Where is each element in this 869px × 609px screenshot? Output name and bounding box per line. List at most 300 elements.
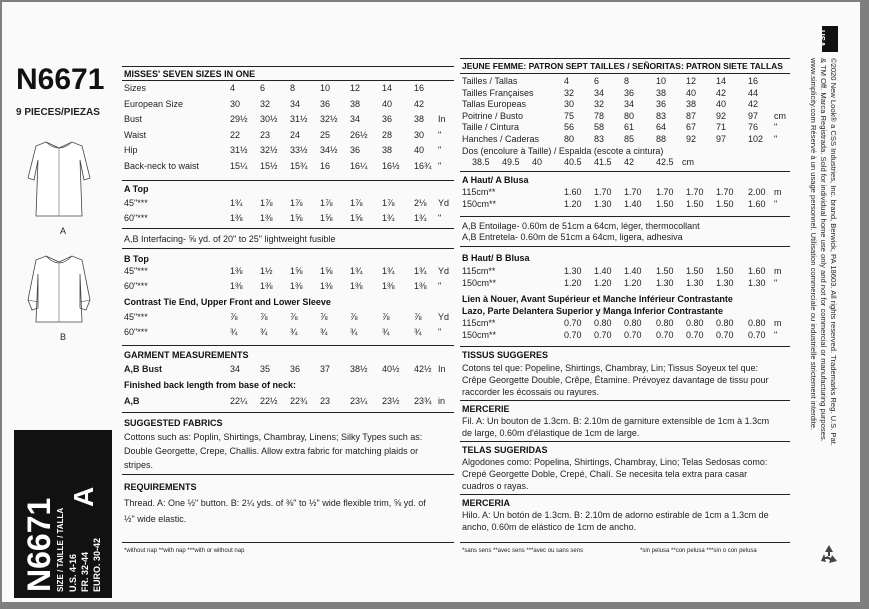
- table-cell: 38: [382, 145, 393, 155]
- table-cell: 16½: [382, 160, 400, 171]
- table-cell: 34: [624, 99, 635, 109]
- row-label: 115cm**: [462, 318, 496, 328]
- unit-label: ": [774, 199, 778, 209]
- table-cell: 15½: [260, 160, 278, 171]
- table-cell: 41.5: [594, 157, 612, 167]
- table-cell: 22½: [260, 396, 278, 406]
- table-row: [460, 122, 790, 132]
- table-cell: 1⅝: [320, 266, 333, 276]
- tissus-line1: Cotons tel que: Popeline, Shirtings, Chambray, Lin; Tissus Soyeux tel que:: [462, 363, 758, 373]
- contrast-heading: Contrast Tie End, Upper Front and Lower Sleeve: [124, 297, 331, 307]
- table-cell: 1.30: [564, 266, 582, 276]
- view-b-illustration: [24, 252, 94, 328]
- merceria-heading: MERCERIA: [462, 498, 511, 508]
- dos-row: [460, 157, 790, 169]
- row-label: 150cm**: [462, 199, 497, 209]
- table-cell: ⅞: [382, 312, 390, 322]
- table-cell: 33½: [290, 145, 308, 155]
- table-cell: 67: [686, 122, 697, 132]
- table-cell: 1.30: [748, 278, 766, 288]
- table-cell: 0.70: [624, 330, 642, 340]
- table-cell: 38: [686, 99, 697, 109]
- table-row: [122, 99, 454, 109]
- table-cell: 1⅜: [230, 266, 243, 276]
- b-haut-rows: [460, 266, 790, 292]
- table-row: [122, 327, 454, 337]
- table-cell: 23½: [382, 396, 400, 406]
- table-cell: 40: [414, 145, 425, 155]
- telas-heading: TELAS SUGERIDAS: [462, 445, 548, 455]
- table-cell: ¾: [414, 327, 422, 337]
- table-row: [122, 213, 454, 223]
- table-cell: 34: [290, 98, 301, 109]
- table-cell: ¾: [350, 327, 358, 337]
- table-cell: 15¼: [230, 160, 248, 171]
- table-row: [122, 83, 454, 93]
- unit-label: ": [438, 213, 442, 223]
- table-cell: ⅞: [290, 312, 298, 322]
- merceria-line2: ancho, 0.60m de elástico de 1cm de ancho.: [462, 522, 637, 532]
- row-label: 60"***: [124, 327, 148, 337]
- table-row: [122, 364, 454, 374]
- table-cell: 1.20: [564, 199, 582, 209]
- row-label: 60"***: [124, 281, 148, 291]
- table-cell: 80: [564, 133, 575, 144]
- table-cell: ⅞: [320, 312, 328, 322]
- table-cell: 23¼: [350, 396, 368, 406]
- table-cell: 1.20: [594, 278, 612, 288]
- table-cell: 14: [716, 76, 727, 86]
- size-tag-number: N6671: [21, 497, 57, 592]
- row-label: 150cm**: [462, 330, 497, 340]
- table-cell: ⅞: [230, 312, 238, 322]
- table-cell: 76: [748, 122, 759, 132]
- view-a-label: A: [60, 226, 67, 236]
- table-cell: 0.70: [686, 330, 704, 340]
- row-label: 45"***: [124, 312, 148, 322]
- table-cell: 83: [656, 110, 667, 121]
- table-cell: 1.50: [716, 266, 734, 276]
- misses-footnote: *without nap **with nap ***with or without nap: [124, 548, 245, 554]
- table-row: [460, 99, 790, 109]
- table-cell: 97: [748, 110, 759, 121]
- table-cell: 0.80: [624, 318, 642, 328]
- dos-label: Dos (encolure à Taille) / Espalda (escote a cintura): [462, 146, 664, 156]
- table-cell: 40.5: [564, 157, 582, 167]
- telas-line2: Crepé Georgette Doble, Crepé, Chalí. Se necesita tela extra para casar: [462, 469, 748, 479]
- table-cell: 1⅜: [290, 281, 303, 291]
- suggested-fabrics-line2: Double Georgette, Crepe, Challis. Allow extra fabric for matching plaids or: [124, 446, 419, 456]
- unit-label: ": [774, 133, 778, 144]
- table-cell: 1⅝: [290, 266, 303, 276]
- table-row: [460, 76, 790, 86]
- jeune-footnote-fr: *sans sens **avec sens ***avec ou sans sens: [462, 548, 584, 554]
- table-cell: 8: [290, 83, 296, 93]
- table-cell: 1.70: [716, 187, 734, 197]
- usa-logo-text: USA: [817, 30, 826, 47]
- table-cell: 1.30: [656, 278, 674, 288]
- telas-line1: Algodones como: Popelina, Shirtings, Chambray, Lino; Telas Sedosas como:: [462, 457, 768, 467]
- table-cell: 32½: [260, 145, 278, 155]
- table-row: [460, 111, 790, 121]
- table-cell: 2.00: [748, 187, 766, 197]
- table-cell: 38: [350, 98, 361, 109]
- table-cell: 0.80: [716, 318, 734, 328]
- row-label: 45"***: [124, 266, 148, 276]
- unit-label: in: [438, 396, 446, 406]
- size-tag-euro-label: EURO.: [92, 563, 102, 592]
- table-cell: 0.80: [748, 318, 766, 328]
- misses-size-rows: [122, 83, 454, 171]
- table-cell: 1.40: [624, 199, 642, 209]
- copyright-line1: ©2020 New Look® a CSS Industries, Inc. brand, Berwick, PA 18603. All rights reserved. Trademarks Reg. U.S. Pat.: [829, 58, 838, 446]
- row-label: Hanches / Caderas: [462, 133, 540, 144]
- unit-label: ": [438, 129, 442, 140]
- finished-length-row: [122, 396, 454, 408]
- entoilage-fr: A,B Entoilage- 0.60m de 51cm a 64cm, léger, thermocollant: [462, 221, 700, 231]
- table-cell: 4: [230, 83, 236, 93]
- a-haut-heading: A Haut/ A Blusa: [462, 175, 529, 185]
- table-cell: 26½: [350, 129, 368, 140]
- table-cell: 80: [624, 110, 635, 121]
- size-tag-size: SIZE / TAILLE / TALLA: [56, 507, 65, 592]
- table-cell: 1⅞: [290, 198, 303, 208]
- unit-label: In: [438, 364, 446, 374]
- pieces-count: 9 PIECES/PIEZAS: [16, 107, 100, 118]
- table-cell: ⅞: [414, 312, 422, 322]
- table-cell: 38½: [350, 364, 368, 374]
- table-cell: 1.60: [748, 199, 766, 209]
- row-label: Taille / Cintura: [462, 122, 520, 132]
- table-cell: 16: [748, 76, 759, 86]
- unit-label: cm: [774, 110, 786, 121]
- table-cell: 56: [564, 122, 575, 132]
- table-cell: 0.70: [564, 330, 582, 340]
- table-cell: 1¾: [414, 213, 427, 223]
- table-cell: 36: [290, 364, 301, 374]
- row-label: Tallas Europeas: [462, 99, 527, 109]
- unit-label: ": [438, 281, 442, 291]
- lien-heading-es: Lazo, Parte Delantera Superior y Manga Inferior Contrastante: [462, 306, 724, 316]
- table-row: [460, 266, 790, 276]
- row-label: Back-neck to waist: [124, 160, 200, 171]
- table-row: [122, 114, 454, 124]
- table-row: [122, 396, 454, 406]
- table-cell: 1⅜: [350, 281, 363, 291]
- b-top-rows: [122, 266, 454, 292]
- table-cell: 1.50: [656, 199, 674, 209]
- row-label: Tailles Françaises: [462, 87, 534, 98]
- table-cell: 12: [686, 76, 697, 86]
- table-cell: 0.80: [656, 318, 674, 328]
- unit-label: ": [438, 160, 442, 171]
- table-cell: 23¾: [414, 396, 432, 406]
- row-label: A,B Bust: [124, 364, 162, 374]
- table-cell: 92: [716, 110, 727, 121]
- table-cell: 23: [260, 129, 271, 140]
- table-cell: 38: [656, 87, 667, 98]
- table-cell: 1¾: [230, 198, 243, 208]
- table-row: [460, 88, 790, 98]
- a-top-rows: [122, 198, 454, 224]
- recycle-icon: [816, 542, 842, 568]
- table-cell: 28: [382, 129, 393, 140]
- unit-label: ": [438, 327, 442, 337]
- size-tag-fr: [80, 552, 90, 592]
- table-cell: 32: [594, 99, 605, 109]
- table-cell: 40: [532, 157, 543, 167]
- table-row: [122, 198, 454, 208]
- table-cell: 71: [716, 122, 727, 132]
- table-cell: 32½: [320, 114, 338, 124]
- table-cell: 38.5: [472, 157, 490, 167]
- table-cell: 34: [230, 364, 241, 374]
- merceria-line1: Hilo. A: Un botón de 1.3cm. B: 2.10m de adorno estirable de 1cm a 1.3cm de: [462, 510, 769, 520]
- table-cell: 30: [564, 99, 575, 109]
- size-tag-euro: [92, 538, 102, 592]
- table-cell: 0.70: [564, 318, 582, 328]
- unit-label: ": [438, 145, 442, 155]
- suggested-fabrics-heading: SUGGESTED FABRICS: [124, 418, 223, 428]
- copyright-line2: & TM Off. Marca Registrada. Sold for individual home use only and not for commercial or manufacturing purposes.: [819, 58, 828, 442]
- table-cell: 1⅜: [260, 281, 273, 291]
- table-cell: 1.50: [656, 266, 674, 276]
- table-cell: 22¼: [230, 396, 248, 406]
- table-cell: 2⅛: [414, 198, 427, 208]
- table-row: [460, 157, 790, 167]
- table-cell: 42½: [414, 364, 432, 374]
- table-cell: 14: [382, 83, 393, 93]
- table-row: [460, 134, 790, 144]
- table-cell: 1⅞: [260, 198, 273, 208]
- telas-line3: cuadros o rayas.: [462, 481, 529, 491]
- table-cell: 34½: [320, 145, 338, 155]
- table-cell: 22¾: [290, 396, 308, 406]
- table-cell: 1.70: [656, 187, 674, 197]
- table-cell: 36: [350, 145, 361, 155]
- table-cell: 6: [594, 76, 600, 86]
- table-cell: 0.80: [594, 318, 612, 328]
- table-cell: 1.30: [594, 199, 612, 209]
- table-cell: ¾: [320, 327, 328, 337]
- table-cell: 102: [748, 133, 764, 144]
- row-label: Sizes: [124, 83, 147, 93]
- table-cell: 97: [716, 133, 727, 144]
- table-cell: 38: [414, 114, 425, 124]
- table-cell: 40: [382, 98, 393, 109]
- table-cell: 1⅜: [230, 213, 243, 223]
- table-cell: 1.60: [748, 266, 766, 276]
- tissus-line2: Crêpe Georgette Double, Crêpe, Étamine. Prévoyez davantage de tissu pour: [462, 375, 769, 385]
- row-label: Tailles / Tallas: [462, 76, 518, 86]
- table-cell: 1.20: [624, 278, 642, 288]
- table-cell: 92: [686, 133, 697, 144]
- unit-label: Yd: [438, 312, 450, 322]
- table-cell: 31½: [230, 145, 248, 155]
- table-cell: 42: [716, 87, 727, 98]
- view-b-label: B: [60, 332, 67, 342]
- table-row: [122, 130, 454, 140]
- contrast-rows: [122, 312, 454, 338]
- jeune-title: JEUNE FEMME: PATRON SEPT TAILLES / SEÑORITAS: PATRON SIETE TALLAS: [462, 61, 783, 71]
- unit-label: cm: [682, 157, 694, 167]
- interfacing-note: A,B Interfacing- ⅝ yd. of 20" to 25" lightweight fusible: [124, 234, 336, 244]
- table-cell: 78: [594, 110, 605, 121]
- copyright-line3: www.simplicity.com Réservé à un usage personnel. Utilisation commerciale ou industrielle strictement interdite.: [809, 58, 818, 431]
- table-cell: 1¾: [382, 213, 395, 223]
- tissus-line3: raccorder les écossais ou rayures.: [462, 387, 600, 397]
- table-cell: 34: [350, 114, 361, 124]
- row-label: Bust: [124, 114, 143, 124]
- table-cell: 16¼: [350, 160, 368, 171]
- table-cell: 1½: [260, 266, 273, 276]
- table-cell: 1.70: [686, 187, 704, 197]
- unit-label: ": [774, 330, 778, 340]
- table-cell: 58: [594, 122, 605, 132]
- row-label: Poitrine / Busto: [462, 110, 524, 121]
- table-cell: 1¾: [350, 266, 363, 276]
- table-cell: 44: [748, 87, 759, 98]
- table-cell: 1⅜: [414, 281, 427, 291]
- row-label: Waist: [124, 129, 147, 140]
- jeune-size-rows: [460, 76, 790, 146]
- table-cell: 1.70: [594, 187, 612, 197]
- table-cell: 15¾: [290, 160, 308, 171]
- row-label: Hip: [124, 145, 138, 155]
- table-row: [460, 330, 790, 340]
- unit-label: Yd: [438, 266, 450, 276]
- table-row: [460, 278, 790, 288]
- entoilage-es: A,B Entretela- 0.60m de 51cm a 64cm, ligera, adhesiva: [462, 232, 683, 242]
- table-cell: 1¾: [382, 266, 395, 276]
- table-cell: ¾: [382, 327, 390, 337]
- table-cell: 1.40: [624, 266, 642, 276]
- row-label: 150cm**: [462, 278, 497, 288]
- suggested-fabrics-line3: stripes.: [124, 460, 154, 470]
- garment-bust-row: [122, 364, 454, 376]
- table-row: [122, 312, 454, 322]
- table-cell: 0.70: [748, 330, 766, 340]
- view-a-illustration: [24, 138, 94, 224]
- table-cell: 1⅝: [290, 213, 303, 223]
- pattern-envelope-back: [2, 2, 860, 602]
- table-cell: 0.70: [594, 330, 612, 340]
- table-cell: 85: [624, 133, 635, 144]
- table-cell: 4: [564, 76, 570, 86]
- table-cell: 1.40: [594, 266, 612, 276]
- table-cell: 1.30: [716, 278, 734, 288]
- requirements-heading: REQUIREMENTS: [124, 482, 197, 492]
- table-cell: 40½: [382, 364, 400, 374]
- table-cell: 6: [260, 83, 266, 93]
- table-cell: 1.70: [624, 187, 642, 197]
- size-tag-us-value: 4-16: [68, 553, 78, 572]
- table-cell: 24: [290, 129, 301, 140]
- table-cell: 8: [624, 76, 630, 86]
- table-cell: 0.70: [656, 330, 674, 340]
- table-cell: 1⅜: [382, 281, 395, 291]
- table-cell: 36: [320, 98, 331, 109]
- table-cell: 22: [230, 129, 241, 140]
- table-cell: 42: [414, 98, 425, 109]
- table-cell: 30: [414, 129, 425, 140]
- table-cell: 1⅜: [260, 213, 273, 223]
- size-tag-euro-value: 30-42: [92, 537, 102, 561]
- table-cell: 42: [624, 157, 635, 167]
- table-cell: ⅞: [350, 312, 358, 322]
- table-row: [460, 318, 790, 328]
- size-tag-view: A: [68, 486, 99, 507]
- requirements-line1: Thread. A: One ½" button. B: 2¼ yds. of ⅜" to ½" wide flexible trim, ⅝ yd. of: [124, 498, 426, 508]
- table-row: [122, 281, 454, 291]
- table-row: [122, 161, 454, 171]
- a-top-heading: A Top: [124, 184, 149, 194]
- table-cell: 32: [564, 87, 575, 98]
- table-cell: 1⅜: [320, 281, 333, 291]
- lien-heading-fr: Lien à Nouer, Avant Supérieur et Manche Inférieur Contrastante: [462, 294, 733, 304]
- table-cell: 1⅝: [320, 213, 333, 223]
- row-label: 115cm**: [462, 187, 496, 197]
- mercerie-line2: de large, 0.60m d'élastique de 1cm de large.: [462, 428, 640, 438]
- table-cell: 42: [748, 99, 759, 109]
- table-cell: 49.5: [502, 157, 520, 167]
- table-cell: 30: [230, 98, 241, 109]
- unit-label: m: [774, 318, 782, 328]
- misses-title: MISSES' SEVEN SIZES IN ONE: [124, 69, 256, 79]
- size-tag-us: [68, 554, 78, 592]
- table-cell: 42.5: [656, 157, 674, 167]
- misses-chart: [122, 58, 454, 598]
- table-cell: 36: [624, 87, 635, 98]
- suggested-fabrics-line1: Cottons such as: Poplin, Shirtings, Chambray, Linens; Silky Types such as:: [124, 432, 423, 442]
- table-cell: 1.50: [686, 199, 704, 209]
- jeune-femme-chart: [460, 58, 790, 598]
- table-cell: 0.80: [686, 318, 704, 328]
- mercerie-heading: MERCERIE: [462, 404, 510, 414]
- table-cell: 87: [686, 110, 697, 121]
- mercerie-line1: Fil. A: Un bouton de 1.3cm. B: 2.10m de garniture extensible de 1cm à 1.3cm: [462, 416, 770, 426]
- table-cell: 37: [320, 364, 331, 374]
- table-cell: 1.30: [686, 278, 704, 288]
- pattern-number: N6671: [16, 63, 105, 96]
- tissus-heading: TISSUS SUGGERES: [462, 350, 549, 360]
- unit-label: m: [774, 266, 782, 276]
- table-cell: 35: [260, 364, 271, 374]
- table-cell: 75: [564, 110, 575, 121]
- table-cell: 10: [320, 83, 331, 93]
- garment-measurements-heading: GARMENT MEASUREMENTS: [124, 350, 249, 360]
- row-label: 45"***: [124, 198, 148, 208]
- jeune-footnote-es: *sin pelusa **con pelusa ***sin o con pelusa: [640, 548, 757, 554]
- table-row: [460, 187, 790, 197]
- table-cell: 1¾: [414, 266, 427, 276]
- table-cell: 30½: [260, 114, 278, 124]
- table-cell: 29½: [230, 114, 248, 124]
- table-row: [122, 145, 454, 155]
- b-top-heading: B Top: [124, 254, 149, 264]
- table-cell: 32: [260, 98, 271, 109]
- size-tag-fr-label: FR.: [80, 577, 90, 592]
- table-row: [460, 199, 790, 209]
- unit-label: In: [438, 114, 446, 124]
- b-haut-heading: B Haut/ B Blusa: [462, 253, 530, 263]
- table-cell: 1.50: [686, 266, 704, 276]
- row-label: A,B: [124, 396, 140, 406]
- table-cell: 1⅜: [230, 281, 243, 291]
- requirements-line2: ½" wide elastic.: [124, 514, 187, 524]
- table-cell: 34: [594, 87, 605, 98]
- table-cell: 16¾: [414, 160, 432, 171]
